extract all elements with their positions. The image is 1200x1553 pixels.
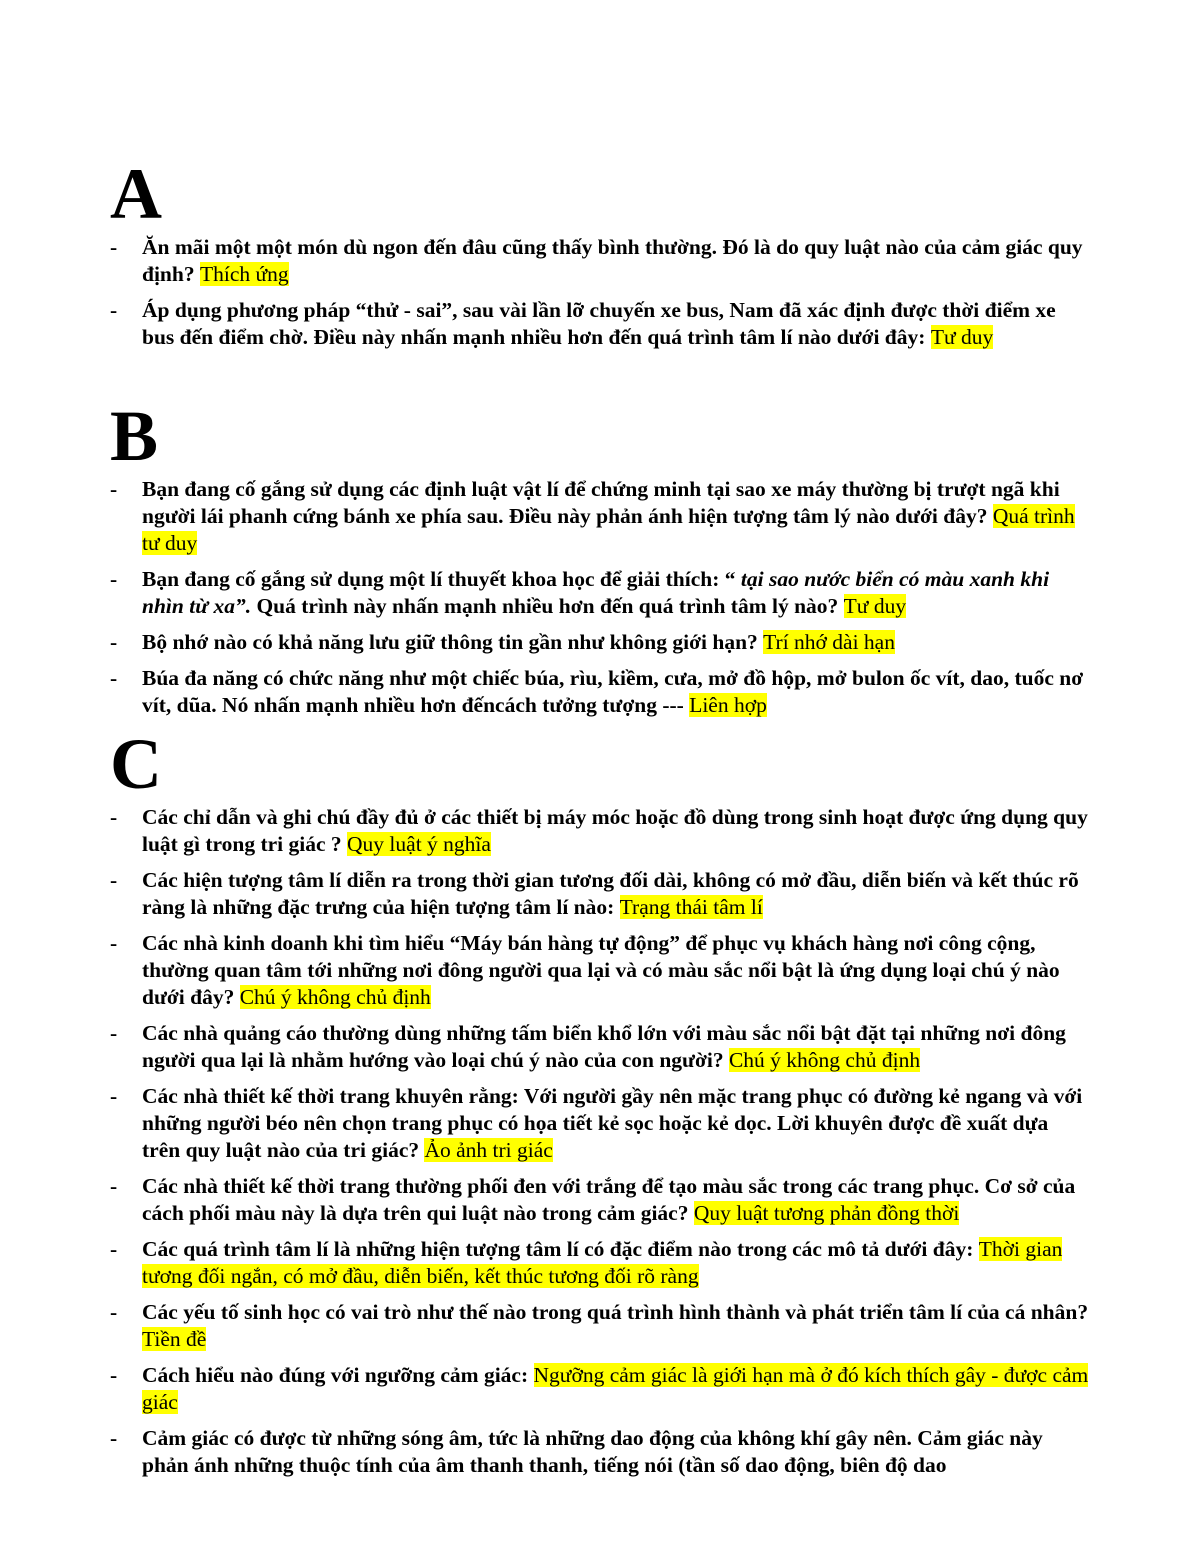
- question-text-cont: Quá trình này nhấn mạnh nhiều hơn đến quá trình tâm lý nào?: [251, 594, 844, 618]
- question-text: Bộ nhớ nào có khả năng lưu giữ thông tin gần như không giới hạn?: [142, 630, 764, 654]
- question-text: Cảm giác có được từ những sóng âm, tức là những dao động của không khí gây nên. Cảm giác này phản ánh những thuộc tính của âm thanh thanh, tiếng nói (tần số dao động, biên độ dao: [142, 1426, 1043, 1477]
- list-item: [110, 566, 1090, 620]
- answer-highlight: Ảo ảnh tri giác: [424, 1138, 553, 1162]
- answer-highlight: Ngưỡng cảm giác là giới hạn mà ở đó kích thích gây - được cảm giác: [142, 1363, 1089, 1414]
- answer-highlight: Chú ý không chủ định: [728, 1048, 921, 1072]
- answer-highlight: Liên hợp: [689, 693, 767, 717]
- list-item: [110, 930, 1090, 1011]
- answer-highlight: Thích ứng: [199, 262, 289, 286]
- question-text: Các nhà thiết kế thời trang thường phối đen với trắng để tạo màu sắc trong các trang phục. Cơ sở của cách phối màu này là dựa trên qui luật nào trong cảm giác?: [142, 1174, 1076, 1225]
- answer-highlight: Tư duy: [930, 325, 994, 349]
- section-letter: C: [110, 724, 162, 804]
- answer-highlight: Chú ý không chủ định: [239, 985, 431, 1009]
- list-item: [110, 234, 1090, 288]
- question-text: Búa đa năng có chức năng như một chiếc búa, rìu, kiềm, cưa, mở đồ hộp, mở bulon ốc vít, dao, tuốc nơ vít, dũa. Nó nhấn mạnh nhiều hơn đếncách tưởng tượng ---: [142, 666, 1084, 717]
- question-text: Các hiện tượng tâm lí diễn ra trong thời gian tương đối dài, không có mở đầu, diễn biến và kết thúc rõ ràng là những đặc trưng của hiện tượng tâm lí nào:: [142, 868, 1079, 919]
- answer-highlight: Quá trình tư duy: [142, 504, 1075, 555]
- question-text: Các nhà thiết kế thời trang khuyên rằng: Với người gầy nên mặc trang phục có đường kẻ ngang và với những người béo nên chọn trang phục có họa tiết kẻ sọc hoặc kẻ dọc. Lời khuyên được đề xuất dựa trên quy luật nào của tri giác?: [142, 1084, 1083, 1162]
- question-list: [110, 476, 1090, 719]
- list-item: [110, 1299, 1090, 1353]
- answer-highlight: Tư duy: [843, 594, 907, 618]
- question-text: Các quá trình tâm lí là những hiện tượng tâm lí có đặc điểm nào trong các mô tả dưới đây:: [142, 1237, 979, 1261]
- question-italic-text: tại sao nước biển có màu xanh khi nhìn từ xa”.: [142, 567, 1050, 618]
- question-text: Ăn mãi một một món dù ngon đến đâu cũng thấy bình thường. Đó là do quy luật nào của cảm giác quy định?: [142, 235, 1083, 286]
- answer-highlight: Trí nhớ dài hạn: [763, 630, 895, 654]
- section-b: [110, 396, 1090, 728]
- list-item: [110, 1083, 1090, 1164]
- question-text: Bạn đang cố gắng sử dụng các định luật vật lí để chứng minh tại sao xe máy thường bị trượt ngã khi người lái phanh cứng bánh xe phía sau. Điều này phản ánh hiện tượng tâm lý nào dưới đây?: [142, 477, 1060, 528]
- list-item: [110, 1362, 1090, 1416]
- question-text: Áp dụng phương pháp “thử - sai”, sau vài lần lỡ chuyến xe bus, Nam đã xác định được thời điểm xe bus đến điểm chờ. Điều này nhấn mạnh nhiều hơn đến quá trình tâm lí nào dưới đây:: [142, 298, 1056, 349]
- list-item: [110, 476, 1090, 557]
- list-item: [110, 1173, 1090, 1227]
- list-item: [110, 867, 1090, 921]
- question-list: [110, 804, 1090, 1479]
- list-item: [110, 1020, 1090, 1074]
- answer-highlight: Thời gian tương đối ngắn, có mở đầu, diễn biến, kết thúc tương đối rõ ràng: [142, 1237, 1063, 1288]
- list-item: [110, 629, 1090, 656]
- section-letter: A: [110, 154, 162, 234]
- list-item: [110, 804, 1090, 858]
- question-text: Các yếu tố sinh học có vai trò như thế nào trong quá trình hình thành và phát triển tâm lí của cá nhân?: [142, 1300, 1089, 1324]
- question-text: Các nhà quảng cáo thường dùng những tấm biển khổ lớn với màu sắc nổi bật đặt tại những nơi đông người qua lại là nhằm hướng vào loại chú ý nào của con người?: [142, 1021, 1066, 1072]
- section-letter: B: [110, 396, 159, 476]
- answer-highlight: Trạng thái tâm lí: [619, 895, 763, 919]
- list-item: [110, 665, 1090, 719]
- section-c: [110, 724, 1090, 1488]
- question-text: Bạn đang cố gắng sử dụng một lí thuyết khoa học để giải thích: “: [142, 567, 741, 591]
- question-list: [110, 234, 1090, 351]
- list-item: [110, 297, 1090, 351]
- answer-highlight: Quy luật tương phản đồng thời: [693, 1201, 960, 1225]
- question-text: Các chỉ dẫn và ghi chú đầy đủ ở các thiết bị máy móc hoặc đồ dùng trong sinh hoạt được ứng dụng quy luật gì trong tri giác ?: [142, 805, 1088, 856]
- section-a: [110, 154, 1090, 360]
- question-text: Cách hiểu nào đúng với ngưỡng cảm giác:: [142, 1363, 534, 1387]
- list-item: [110, 1236, 1090, 1290]
- question-text: Các nhà kinh doanh khi tìm hiểu “Máy bán hàng tự động” để phục vụ khách hàng nơi công cộng, thường quan tâm tới những nơi đông người qua lại và có màu sắc nổi bật là ứng dụng loại chú ý nào dưới đây?: [142, 931, 1060, 1009]
- answer-highlight: Tiền đề: [142, 1327, 207, 1351]
- list-item: [110, 1425, 1090, 1479]
- answer-highlight: Quy luật ý nghĩa: [347, 832, 491, 856]
